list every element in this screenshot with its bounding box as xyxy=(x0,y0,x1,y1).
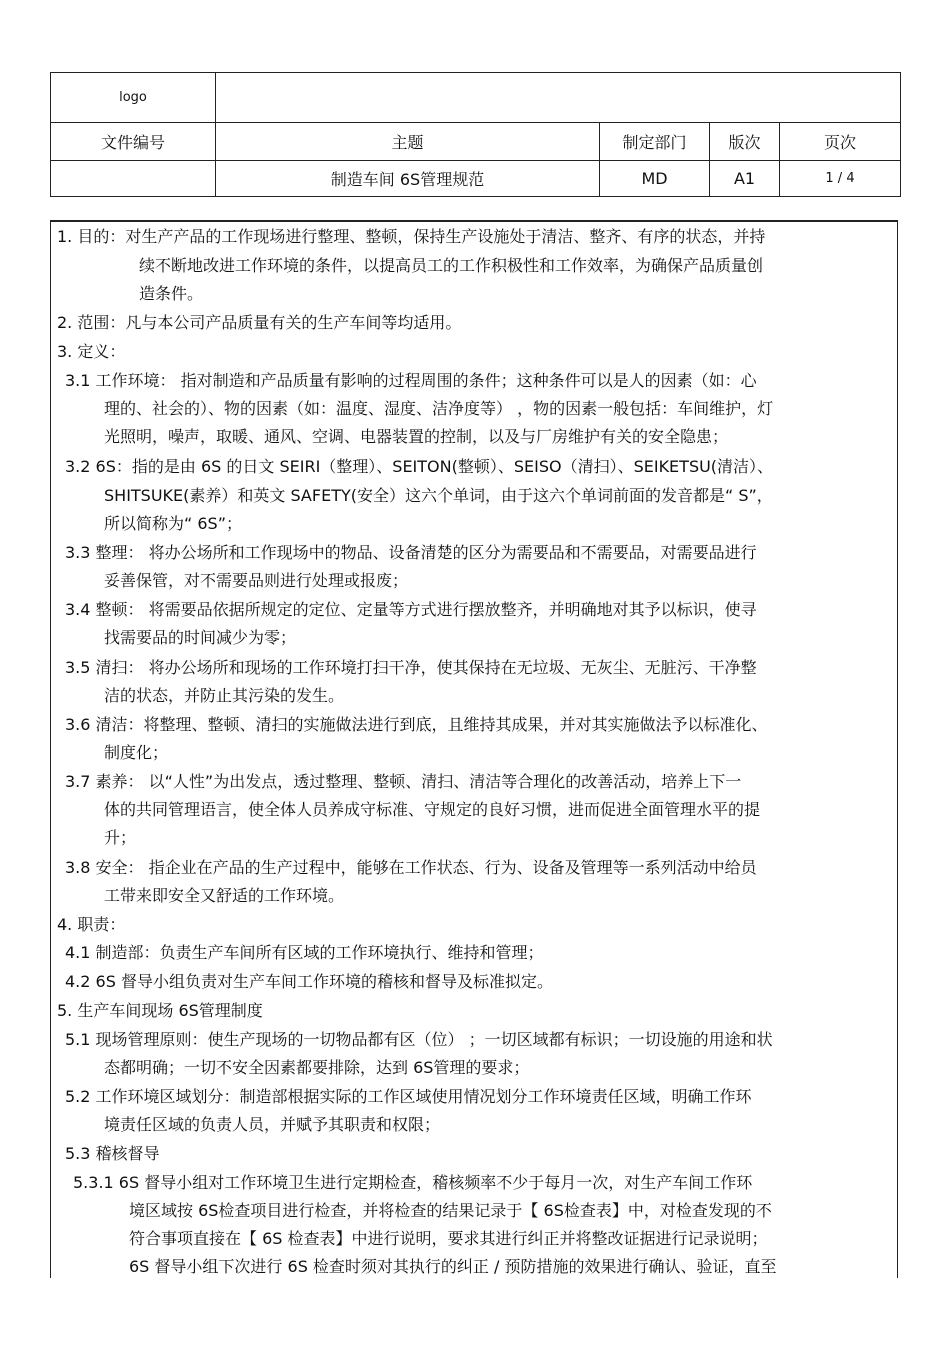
page-header: 页次 xyxy=(780,123,901,161)
body-line: 境区域按 6S检查项目进行检查，并将检查的结果记录于【 6S检查表】中，对检查发现的不 xyxy=(129,1201,772,1220)
body-line: 找需要品的时间减少为零； xyxy=(104,628,297,647)
body-line: 工带来即安全又舒适的工作环境。 xyxy=(104,886,345,905)
body-line: 3.7 素养： 以“人性”为出发点，透过整理、整顿、清扫、清洁等合理化的改善活动，培养上下一 xyxy=(65,772,742,791)
body-line: 理的、社会的）、物的因素（如：温度、湿度、洁净度等） ，物的因素一般包括：车间维护，灯 xyxy=(104,399,774,418)
body-line: 3.5 清扫： 将办公场所和现场的工作环境打扫干净，使其保持在无垃圾、无灰尘、无脏污、干净整 xyxy=(65,658,757,677)
body-line: 所以简称为“ 6S”； xyxy=(104,514,243,533)
body-line: 体的共同管理语言，使全体人员养成守标准、守规定的良好习惯，进而促进全面管理水平的提 xyxy=(104,800,761,819)
body-line: 3.1 工作环境： 指对制造和产品质量有影响的过程周围的条件；这种条件可以是人的因素（如：心 xyxy=(65,371,757,390)
body-line: 5.3 稽核督导 xyxy=(65,1144,160,1163)
doc-number-value xyxy=(51,161,216,197)
version-value: A1 xyxy=(710,161,780,197)
body-line: 2. 范围：凡与本公司产品质量有关的生产车间等均适用。 xyxy=(57,313,462,332)
body-line: 3.8 安全： 指企业在产品的生产过程中，能够在工作状态、行为、设备及管理等一系列活动中给员 xyxy=(65,858,757,877)
subject-value: 制造车间 6S管理规范 xyxy=(216,161,600,197)
body-line: 5.1 现场管理原则：使生产现场的一切物品都有区（位） ；一切区域都有标识；一切设施的用途和状 xyxy=(65,1030,773,1049)
body-line: 符合事项直接在【 6S 检查表】中进行说明，要求其进行纠正并将整改证据进行记录说明； xyxy=(129,1229,768,1248)
body-line: 升； xyxy=(104,828,137,847)
header-blank-cell xyxy=(216,73,901,123)
department-value: MD xyxy=(600,161,710,197)
body-line: 4. 职责： xyxy=(57,915,126,934)
version-header: 版次 xyxy=(710,123,780,161)
department-header: 制定部门 xyxy=(600,123,710,161)
body-line: 境责任区域的负责人员，并赋予其职责和权限； xyxy=(104,1115,441,1134)
body-line: 续不断地改进工作环境的条件，以提高员工的工作积极性和工作效率，为确保产品质量创 xyxy=(139,256,764,275)
body-line: 4.1 制造部：负责生产车间所有区域的工作环境执行、维持和管理； xyxy=(65,943,544,962)
body-line: 1. 目的：对生产产品的工作现场进行整理、整顿，保持生产设施处于清洁、整齐、有序的状态，并持 xyxy=(57,227,766,246)
subject-header: 主题 xyxy=(216,123,600,161)
body-line: 5. 生产车间现场 6S管理制度 xyxy=(57,1001,263,1020)
body-line: 洁的状态，并防止其污染的发生。 xyxy=(104,686,345,705)
body-line: 3.4 整顿： 将需要品依据所规定的定位、定量等方式进行摆放整齐，并明确地对其予以标识，使寻 xyxy=(65,600,757,619)
body-line: 3.2 6S：指的是由 6S 的日文 SEIRI（整理）、SEITON(整顿）、SEISO（清扫）、SEIKETSU(清洁）、 xyxy=(65,457,774,476)
body-line: 制度化； xyxy=(104,743,169,762)
doc-number-header: 文件编号 xyxy=(51,123,216,161)
body-line: 3.3 整理： 将办公场所和工作现场中的物品、设备清楚的区分为需要品和不需要品，对需要品进行 xyxy=(65,543,757,562)
body-line: 造条件。 xyxy=(139,284,204,303)
page-value: 1 / 4 xyxy=(780,161,901,197)
body-line: 5.3.1 6S 督导小组对工作环境卫生进行定期检查，稽核频率不少于每月一次，对生产车间工作环 xyxy=(73,1173,753,1192)
body-line: 3.6 清洁：将整理、整顿、清扫的实施做法进行到底，且维持其成果，并对其实施做法予以标准化、 xyxy=(65,715,768,734)
body-line: 4.2 6S 督导小组负责对生产车间工作环境的稽核和督导及标准拟定。 xyxy=(65,972,553,991)
document-header-table xyxy=(50,72,901,197)
body-line: 5.2 工作环境区域划分：制造部根据实际的工作区域使用情况划分工作环境责任区域，明确工作环 xyxy=(65,1087,752,1106)
body-line: 光照明，噪声，取暖、通风、空调、电器装置的控制，以及与厂房维护有关的安全隐患； xyxy=(104,427,729,446)
body-line: 6S 督导小组下次进行 6S 检查时须对其执行的纠正 / 预防措施的效果进行确认、验证，直至 xyxy=(129,1257,777,1276)
body-line: SHITSUKE(素养）和英文 SAFETY(安全）这六个单词，由于这六个单词前面的发音都是“ S”， xyxy=(104,486,773,505)
body-line: 妥善保管，对不需要品则进行处理或报废； xyxy=(104,571,409,590)
document-body xyxy=(50,220,898,1278)
body-line: 3. 定义： xyxy=(57,342,126,361)
logo-cell: logo xyxy=(51,73,216,123)
body-line: 态都明确；一切不安全因素都要排除，达到 6S管理的要求； xyxy=(104,1058,530,1077)
